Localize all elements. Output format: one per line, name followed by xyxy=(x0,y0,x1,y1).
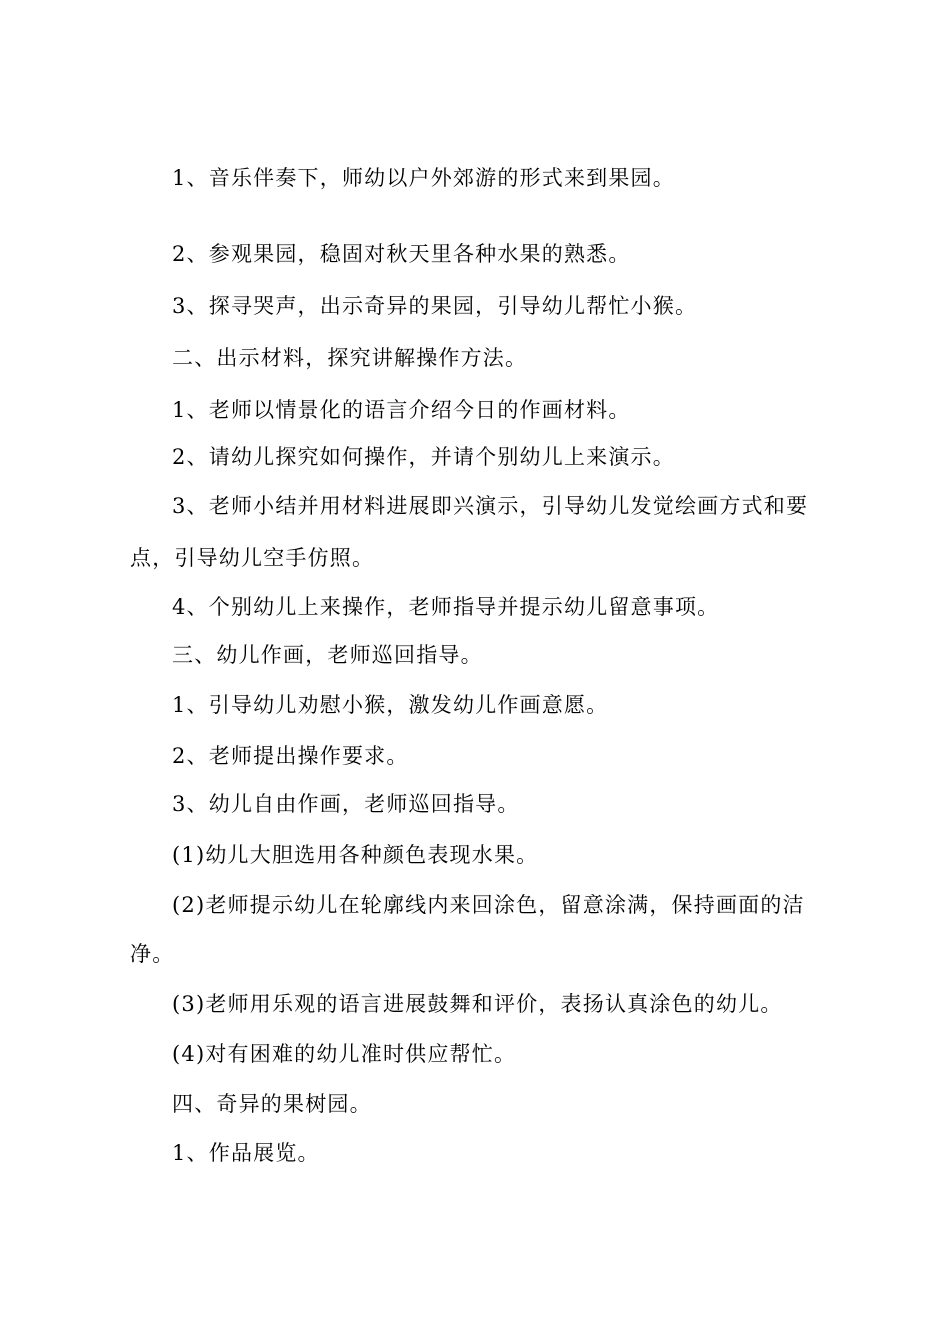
paragraph-materials-3: 3、老师小结并用材料进展即兴演示，引导幼儿发觉绘画方式和要 xyxy=(172,494,809,518)
paragraph-drawing-3: 3、幼儿自由作画，老师巡回指导。 xyxy=(172,792,520,816)
paragraph-subitem-2-continued: 净。 xyxy=(130,942,175,966)
paragraph-drawing-1: 1、引导幼儿劝慰小猴，激发幼儿作画意愿。 xyxy=(172,693,609,717)
paragraph-subitem-4: (4)对有困难的幼儿准时供应帮忙。 xyxy=(172,1042,517,1066)
paragraph-materials-1: 1、老师以情景化的语言介绍今日的作画材料。 xyxy=(172,398,631,422)
paragraph-subitem-1: (1)幼儿大胆选用各种颜色表现水果。 xyxy=(172,843,539,867)
section-heading-3: 三、幼儿作画，老师巡回指导。 xyxy=(172,643,483,667)
paragraph-materials-4: 4、个别幼儿上来操作，老师指导并提示幼儿留意事项。 xyxy=(172,595,720,619)
paragraph-step-1-music: 1、音乐伴奏下，师幼以户外郊游的形式来到果园。 xyxy=(172,166,675,190)
paragraph-materials-3-continued: 点，引导幼儿空手仿照。 xyxy=(130,546,375,570)
paragraph-step-3-crying: 3、探寻哭声，出示奇异的果园，引导幼儿帮忙小猴。 xyxy=(172,294,698,318)
paragraph-drawing-2: 2、老师提出操作要求。 xyxy=(172,744,409,768)
paragraph-subitem-2: (2)老师提示幼儿在轮廓线内来回涂色，留意涂满，保持画面的洁 xyxy=(172,893,805,917)
section-heading-4: 四、奇异的果树园。 xyxy=(172,1092,372,1116)
paragraph-subitem-3: (3)老师用乐观的语言进展鼓舞和评价，表扬认真涂色的幼儿。 xyxy=(172,992,783,1016)
paragraph-exhibition-1: 1、作品展览。 xyxy=(172,1141,320,1165)
paragraph-step-2-visit: 2、参观果园，稳固对秋天里各种水果的熟悉。 xyxy=(172,242,631,266)
section-heading-2: 二、出示材料，探究讲解操作方法。 xyxy=(172,346,528,370)
paragraph-materials-2: 2、请幼儿探究如何操作，并请个别幼儿上来演示。 xyxy=(172,445,675,469)
